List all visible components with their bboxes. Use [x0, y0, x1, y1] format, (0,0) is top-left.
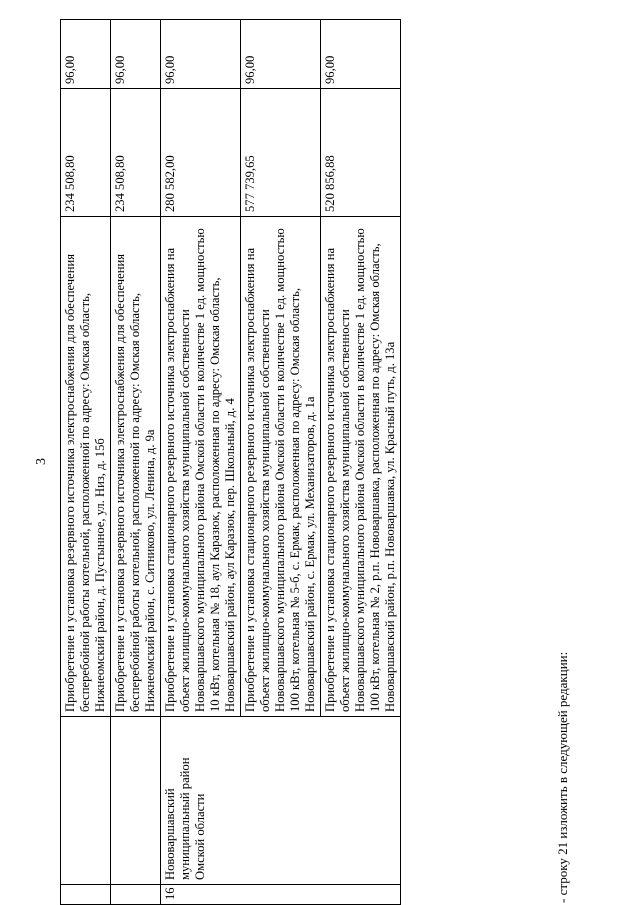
- table-row: [61, 20, 111, 905]
- amount-cell: 234 508,80: [61, 89, 111, 217]
- percent-cell: 96,00: [161, 20, 241, 89]
- amount-cell: 234 508,80: [111, 89, 161, 217]
- row-number-cell: [111, 885, 161, 905]
- table-row: [111, 20, 161, 905]
- municipality-cell: [111, 717, 161, 885]
- description-cell: Приобретение и установка резервного источника электроснабжения для обеспечения бесперебойной работы котельной, расположенной по адресу: Омская область, Нижнеомский район, д. Пустынное, ул. Низ, д. 15б: [61, 217, 111, 717]
- percent-cell: 96,00: [321, 20, 401, 89]
- row-number-cell: [61, 885, 111, 905]
- amount-cell: 520 856,88: [321, 89, 401, 217]
- subsidy-table: [60, 19, 401, 905]
- percent-cell: 96,00: [61, 20, 111, 89]
- description-cell: Приобретение и установка резервного источника электроснабжения для обеспечения бесперебойной работы котельной, расположенной по адресу: Омская область, Нижнеомский район, с. Ситниково, ул. Ленина, д. 9а: [111, 217, 161, 717]
- percent-cell: 96,00: [241, 20, 321, 89]
- page-number: 3: [34, 458, 49, 465]
- municipality-cell: Нововаршавский муниципальный район Омской области: [161, 717, 401, 885]
- footnote-text: - строку 21 изложить в следующей редакции:: [555, 651, 570, 903]
- percent-cell: 96,00: [111, 20, 161, 89]
- municipality-cell: [61, 717, 111, 885]
- amount-cell: 280 582,00: [161, 89, 241, 217]
- description-cell: Приобретение и установка стационарного резервного источника электроснабжения на объект жилищно-коммунального хозяйства муниципальной собственности Нововаршавского муниципального района Омской области в количестве 1 ед. мощностью 100 кВт, котельная № 2, р.п. Нововаршавка, расположенная по адресу: Омская область, Нововаршавский район, р.п. Нововаршавка, ул. Красный путь, д. 13а: [321, 217, 401, 717]
- row-number-cell: 16: [161, 885, 401, 905]
- amount-cell: 577 739,65: [241, 89, 321, 217]
- description-cell: Приобретение и установка стационарного резервного источника электроснабжения на объект жилищно-коммунального хозяйства муниципальной собственности Нововаршавского муниципального района Омской области в количестве 1 ед. мощностью 10 кВт, котельная № 18, аул Каразюк, расположенная по адресу: Омская область, Нововаршавский район, аул Каразюк, пер. Школьный, д. 4: [161, 217, 241, 717]
- description-cell: Приобретение и установка стационарного резервного источника электроснабжения на объект жилищно-коммунального хозяйства муниципальной собственности Нововаршавского муниципального района Омской области в количестве 1 ед. мощностью 100 кВт, котельная № 5-б, с. Ермак, расположенная по адресу: Омская область, Нововаршавский район, с. Ермак, ул. Механизаторов, д. 1а: [241, 217, 321, 717]
- table-row: [161, 20, 241, 905]
